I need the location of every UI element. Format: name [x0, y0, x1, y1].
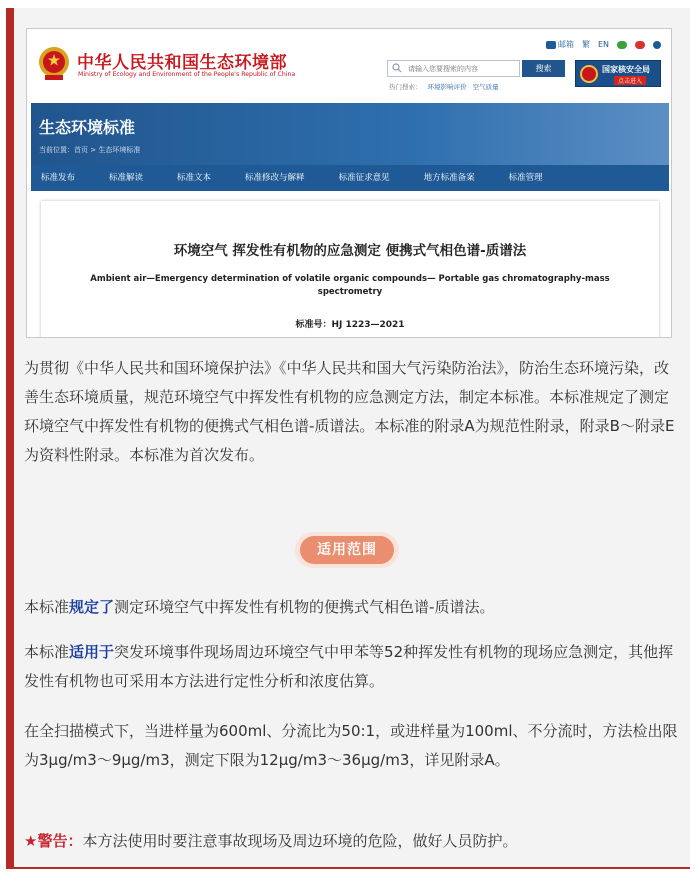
search-button[interactable]: 搜索 [522, 60, 565, 77]
detection-limit-paragraph: 在全扫描模式下，当进样量为600ml、分流比为50:1，或进样量为100ml、不分流时，方法检出限为3μg/m3～9μg/m3，测定下限为12μg/m3～36μg/m3，详见附录A。 [24, 722, 678, 769]
nuclear-safety-emblem-icon [580, 65, 598, 83]
warning-star-icon: ★ [24, 832, 38, 850]
breadcrumb[interactable]: 当前位置：首页 > 生态环境标准 [39, 146, 141, 154]
nuclear-safety-enter: 点击进入 [614, 76, 646, 85]
english-link[interactable]: EN [597, 40, 609, 49]
article-container [14, 8, 690, 867]
section-banner [31, 103, 669, 165]
scope1-highlight: 规定了 [69, 598, 115, 616]
mail-icon [546, 41, 556, 49]
nav-item-text[interactable]: 标准文本 [177, 173, 212, 183]
main-nav [31, 165, 669, 191]
scope2-pre: 本标准 [24, 643, 70, 661]
website-screenshot [26, 28, 672, 338]
mail-label: 邮箱 [557, 40, 574, 49]
document-title-en: Ambient air—Emergency determination of volatile organic compounds— Portable gas chromatography-mass spectrometry [90, 274, 610, 297]
scope1-post: 测定环境空气中挥发性有机物的便携式气相色谱-质谱法。 [114, 598, 495, 616]
scope-heading-pill [295, 532, 399, 568]
left-accent-bar [6, 8, 14, 867]
top-links [546, 39, 661, 50]
scope-paragraph-1 [24, 593, 680, 622]
search-icon [392, 63, 402, 73]
search-box [387, 60, 520, 77]
mail-link[interactable] [546, 39, 574, 50]
hot-searches-label: 热门搜索： [389, 83, 422, 91]
nav-item-amendment[interactable]: 标准修改与解释 [245, 173, 305, 183]
wechat-icon[interactable] [617, 41, 627, 49]
site-header [27, 29, 671, 103]
nav-item-release[interactable]: 标准发布 [41, 173, 76, 183]
hot-search-item[interactable]: 空气质量 [472, 83, 499, 91]
nav-item-interpretation[interactable]: 标准解读 [109, 173, 144, 183]
standard-number: 标准号：HJ 1223—2021 [295, 320, 405, 330]
warning-paragraph [24, 827, 680, 856]
hot-searches [389, 82, 499, 91]
bottom-rule [6, 867, 690, 869]
nav-item-consultation[interactable]: 标准征求意见 [338, 173, 390, 183]
nav-item-management[interactable]: 标准管理 [508, 173, 543, 183]
weibo-icon[interactable] [635, 41, 645, 49]
document-title-cn: 环境空气 挥发性有机物的应急测定 便携式气相色谱-质谱法 [173, 243, 527, 259]
scope2-post: 突发环境事件现场周边环境空气中甲苯等52种挥发性有机物的现场应急测定，其他挥发性有机物也可采用本方法进行定性分析和浓度估算。 [24, 643, 674, 690]
scope1-pre: 本标准 [24, 598, 70, 616]
hot-search-item[interactable]: 环境影响评价 [427, 83, 467, 91]
traditional-link[interactable]: 繁 [581, 40, 590, 49]
nuclear-safety-title: 国家核安全局 [602, 65, 650, 74]
ministry-name-cn[interactable]: 中华人民共和国生态环境部 [77, 53, 287, 73]
national-emblem-icon [37, 46, 71, 82]
ministry-name-en[interactable]: Ministry of Ecology and Environment of the People's Republic of China [78, 71, 296, 78]
accessibility-icon[interactable] [653, 41, 661, 49]
warning-text: 本方法使用时要注意事故现场及周边环境的危险，做好人员防护。 [82, 832, 518, 850]
search-input[interactable] [408, 62, 516, 75]
document-preview [41, 201, 659, 338]
warning-label: 警告： [37, 832, 83, 850]
intro-paragraph: 为贯彻《中华人民共和国环境保护法》《中华人民共和国大气污染防治法》，防治生态环境污染，改善生态环境质量，规范环境空气中挥发性有机物的应急测定方法，制定本标准。本标准规定了测定环境空气中挥发性有机物的便携式气相色谱-质谱法。本标准的附录A为规范性附录，附录B～附录E为资料性附录。本标准为首次发布。 [24, 359, 675, 464]
scope-heading: 适用范围 [300, 536, 394, 564]
banner-title: 生态环境标准 [39, 118, 136, 137]
scope2-highlight: 适用于 [69, 643, 115, 661]
nav-item-local-filing[interactable]: 地方标准备案 [423, 173, 475, 183]
scope-paragraph-2 [24, 638, 680, 696]
nuclear-safety-link[interactable] [575, 60, 661, 87]
